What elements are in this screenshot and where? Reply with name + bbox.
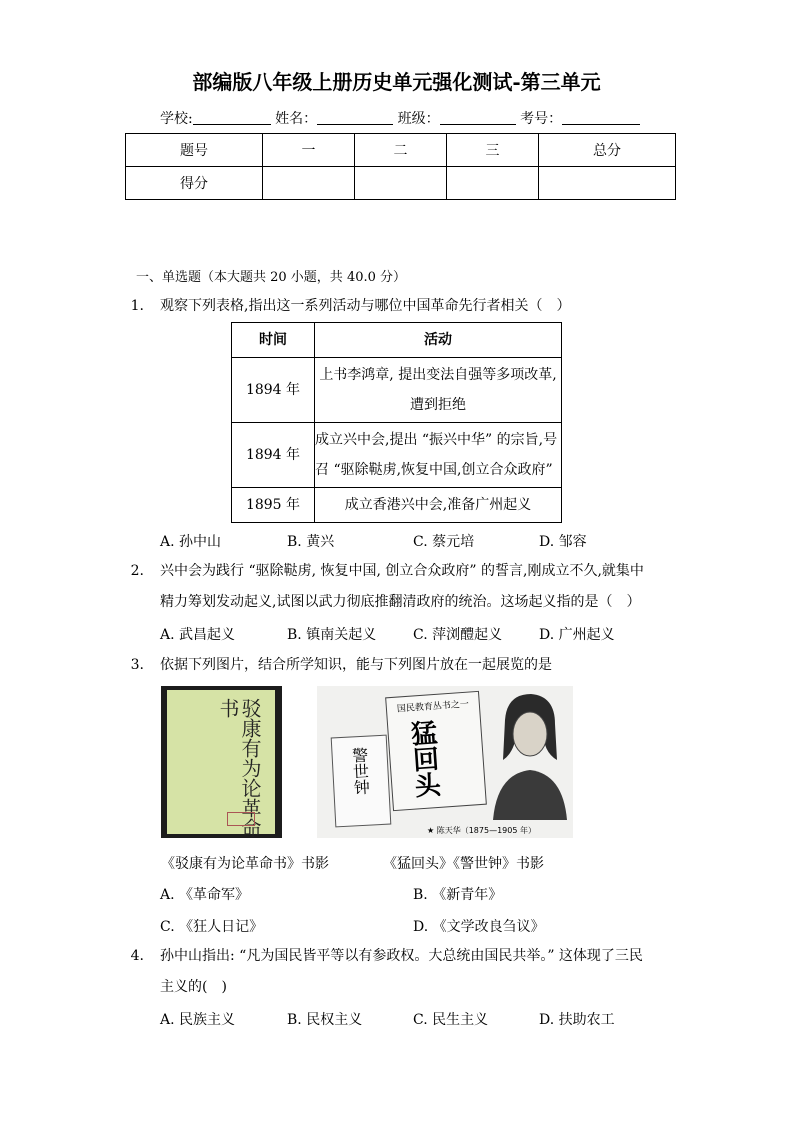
score-header-cell: 题号: [126, 134, 263, 167]
option-c[interactable]: C. 蔡元培: [413, 534, 475, 550]
option-a[interactable]: A. 武昌起义: [160, 627, 236, 643]
option-b[interactable]: B. 《新青年》: [413, 887, 503, 903]
activity-header-event: 活动: [315, 323, 562, 358]
score-cell: [539, 167, 676, 200]
option-c[interactable]: C. 《狂人日记》: [160, 919, 264, 935]
pamphlets-portrait-image: [317, 686, 573, 838]
pamphlet-jingshizhong: [331, 735, 392, 828]
question-text: 观察下列表格,指出这一系列活动与哪位中国革命先行者相关（ ）: [160, 298, 571, 314]
activity-line: 成立兴中会,提出 “振兴中华” 的宗旨,号: [315, 432, 558, 448]
score-cell: [447, 167, 539, 200]
activity-time: 1894 年: [232, 358, 315, 423]
class-blank: [440, 110, 516, 125]
score-cell: [263, 167, 355, 200]
score-header-cell: 二: [355, 134, 447, 167]
option-d[interactable]: D. 《文学改良刍议》: [413, 919, 545, 935]
school-label: 学校:: [160, 111, 193, 127]
pamphlet-series: 国民教育丛书之一: [396, 699, 470, 715]
activity-line: 成立香港兴中会,准备广州起义: [344, 497, 532, 513]
score-row-label: 得分: [126, 167, 263, 200]
number-label: 考号：: [520, 111, 563, 127]
score-header-cell: 总分: [539, 134, 676, 167]
activity-row: [232, 423, 562, 488]
activity-line: 上书李鸿章, 提出变法自强等多项改革,: [319, 367, 557, 383]
number-blank: [562, 110, 640, 125]
class-label: 班级：: [397, 111, 440, 127]
question-number: 4.: [130, 948, 144, 964]
school-blank: [193, 110, 271, 125]
question-number: 1.: [130, 298, 144, 314]
question-text-line: 兴中会为践行 “驱除鞑虏, 恢复中国, 创立合众政府” 的誓言,刚成立不久,就集中: [160, 563, 644, 579]
activity-line: 遭到拒绝: [410, 397, 466, 413]
option-d[interactable]: D. 扶助农工: [539, 1012, 615, 1028]
option-d[interactable]: D. 广州起义: [539, 627, 615, 643]
activity-header-row: [232, 323, 562, 358]
image-caption-1: 《驳康有为论革命书》书影: [161, 856, 329, 872]
activity-line: 召 “驱除鞑虏,恢复中国,创立合众政府”: [315, 462, 553, 478]
activity-event: [315, 358, 562, 423]
activity-row: [232, 358, 562, 423]
score-table: [125, 133, 676, 200]
question-text: 依据下列图片，结合所学知识，能与下列图片放在一起展览的是: [160, 657, 552, 673]
activity-event: [315, 488, 562, 523]
portrait-chen-tianhua: [487, 690, 571, 820]
image-caption-2: 《猛回头》《警世钟》书影: [383, 856, 544, 872]
score-header-cell: 三: [447, 134, 539, 167]
pamphlet-jingshizhong-title: 警世钟: [349, 746, 371, 796]
activity-header-time: 时间: [232, 323, 315, 358]
name-blank: [317, 110, 393, 125]
activity-row: [232, 488, 562, 523]
question-text-line: 主义的( ): [160, 979, 227, 995]
portrait-coat: [493, 770, 567, 820]
book-cover-image: [161, 686, 282, 838]
student-info-line: [160, 108, 640, 128]
page-title: 部编版八年级上册历史单元强化测试-第三单元: [192, 70, 601, 94]
option-a[interactable]: A. 孙中山: [160, 534, 222, 550]
score-table-header-row: [126, 134, 676, 167]
question-text-line: 孙中山指出: “凡为国民皆平等以有参政权。大总统由国民共举。” 这体现了三民: [160, 948, 643, 964]
activity-event: [315, 423, 562, 488]
name-label: 姓名：: [275, 111, 318, 127]
option-a[interactable]: A. 《革命军》: [160, 887, 250, 903]
question-number: 3.: [130, 657, 144, 673]
question-text-line: 精力筹划发动起义,试图以武力彻底推翻清政府的统治。这场起义指的是（ ）: [160, 594, 641, 610]
option-b[interactable]: B. 镇南关起义: [287, 627, 377, 643]
option-b[interactable]: B. 民权主义: [287, 1012, 363, 1028]
book-cover-title: 驳康有为论革命书: [216, 698, 262, 838]
portrait-caption: ★ 陈天华（1875—1905 年）: [427, 826, 536, 835]
pamphlet-menghuitou-title: 猛回头: [405, 718, 442, 799]
score-table-row: [126, 167, 676, 200]
section-heading: 一、单选题（本大题共 20 小题，共 40.0 分）: [136, 270, 407, 285]
score-cell: [355, 167, 447, 200]
option-a[interactable]: A. 民族主义: [160, 1012, 236, 1028]
activity-table: [231, 322, 562, 523]
activity-time: 1894 年: [232, 423, 315, 488]
pamphlet-menghuitou: [385, 691, 487, 811]
option-d[interactable]: D. 邹容: [539, 534, 587, 550]
question-number: 2.: [130, 563, 144, 579]
portrait-face: [513, 712, 547, 756]
option-c[interactable]: C. 民生主义: [413, 1012, 489, 1028]
option-c[interactable]: C. 萍浏醴起义: [413, 627, 503, 643]
stamp-icon: [227, 812, 255, 826]
option-b[interactable]: B. 黄兴: [287, 534, 335, 550]
score-header-cell: 一: [263, 134, 355, 167]
activity-time: 1895 年: [232, 488, 315, 523]
